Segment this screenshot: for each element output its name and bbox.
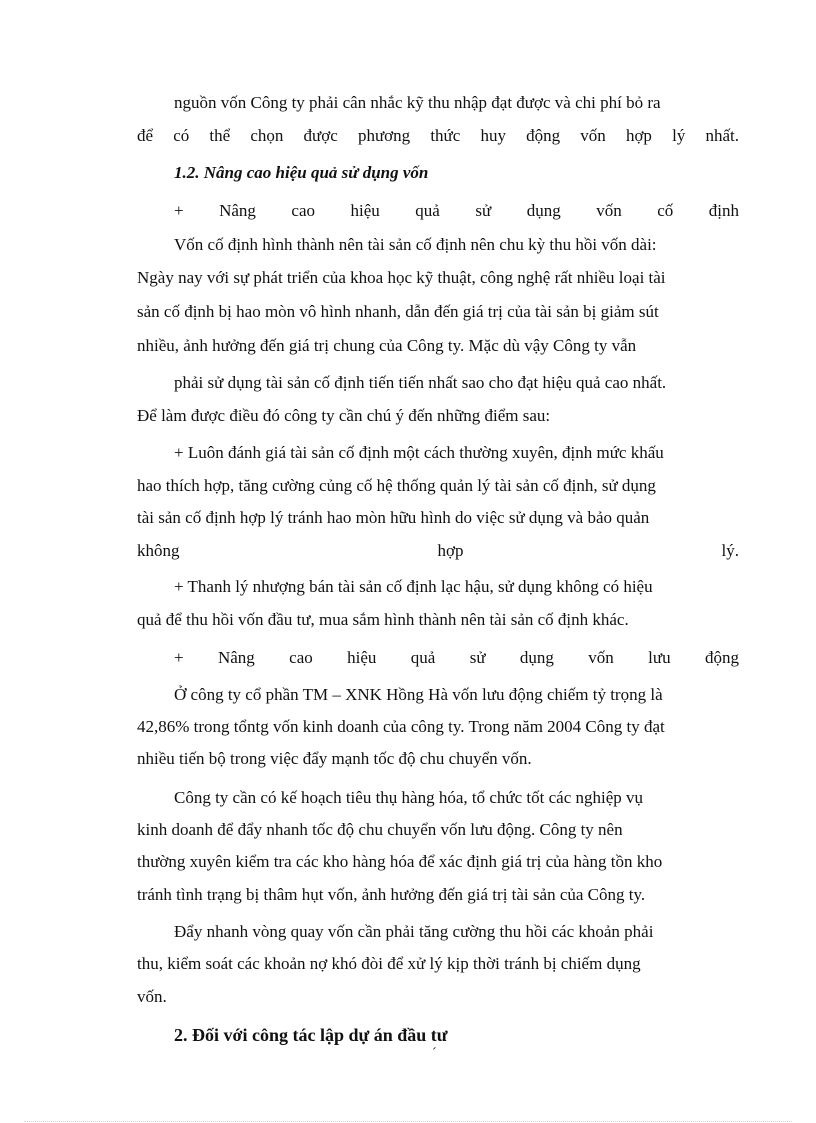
paragraph-line: nguồn vốn Công ty phải cân nhắc kỹ thu nhập đạt được và chi phí bỏ ra [174, 93, 661, 112]
paragraph-line: để có thể chọn được phương thức huy động vốn hợp lý nhất. [137, 126, 739, 145]
paragraph-line: quả để thu hồi vốn đầu tư, mua sắm hình thành nên tài sản cố định khác. [137, 610, 629, 629]
paragraph-line: 42,86% trong tổntg vốn kinh doanh của công ty. Trong năm 2004 Công ty đạt [137, 717, 665, 736]
paragraph-line: phải sử dụng tài sản cố định tiến tiến nhất sao cho đạt hiệu quả cao nhất. [174, 373, 667, 392]
paragraph-line: nhiều tiến bộ trong việc đẩy mạnh tốc độ chu chuyển vốn. [137, 749, 532, 768]
stray-mark: ´ [432, 1046, 437, 1061]
paragraph-line: Để làm được điều đó công ty cần chú ý đến những điểm sau: [137, 406, 551, 425]
paragraph-line: thường xuyên kiểm tra các kho hàng hóa để xác định giá trị của hàng tồn kho [137, 852, 663, 871]
paragraph-line: + Nâng cao hiệu quả sử dụng vốn lưu động [174, 648, 739, 667]
paragraph-line: + Nâng cao hiệu quả sử dụng vốn cố định [174, 201, 739, 220]
section-heading-1-2: 1.2. Nâng cao hiệu quả sử dụng vốn [174, 163, 429, 182]
page-bottom-divider [24, 1121, 792, 1122]
paragraph-line: nhiều, ảnh hưởng đến giá trị chung của Công ty. Mặc dù vậy Công ty vẫn [137, 336, 637, 355]
paragraph-line: hao thích hợp, tăng cường củng cố hệ thống quản lý tài sản cố định, sử dụng [137, 476, 656, 495]
paragraph-line: sản cố định bị hao mòn vô hình nhanh, dẫn đến giá trị của tài sản bị giảm sút [137, 302, 659, 321]
paragraph-line: tránh tình trạng bị thâm hụt vốn, ảnh hưởng đến giá trị tài sản của Công ty. [137, 885, 646, 904]
paragraph-line: Ở công ty cổ phần TM – XNK Hồng Hà vốn lưu động chiếm tỷ trọng là [174, 685, 663, 704]
paragraph-line: không hợp lý. [137, 541, 739, 560]
paragraph-line: Ngày nay với sự phát triển của khoa học kỹ thuật, công nghệ rất nhiều loại tài [137, 268, 666, 287]
paragraph-line: + Luôn đánh giá tài sản cố định một cách thường xuyên, định mức khấu [174, 443, 664, 462]
paragraph-line: Công ty cần có kế hoạch tiêu thụ hàng hóa, tổ chức tốt các nghiệp vụ [174, 788, 644, 807]
paragraph-line: vốn. [137, 987, 167, 1006]
paragraph-line: thu, kiểm soát các khoản nợ khó đòi để xử lý kịp thời tránh bị chiếm dụng [137, 954, 641, 973]
paragraph-line: Vốn cố định hình thành nên tài sản cố định nên chu kỳ thu hồi vốn dài: [174, 235, 657, 254]
paragraph-line: Đẩy nhanh vòng quay vốn cần phải tăng cường thu hồi các khoản phải [174, 922, 654, 941]
paragraph-line: + Thanh lý nhượng bán tài sản cố định lạc hậu, sử dụng không có hiệu [174, 577, 653, 596]
section-heading-2: 2. Đối với công tác lập dự án đầu tư [174, 1025, 448, 1045]
paragraph-line: kinh doanh để đẩy nhanh tốc độ chu chuyển vốn lưu động. Công ty nên [137, 820, 623, 839]
paragraph-line: tài sản cố định hợp lý tránh hao mòn hữu hình do việc sử dụng và bảo quản [137, 508, 650, 527]
